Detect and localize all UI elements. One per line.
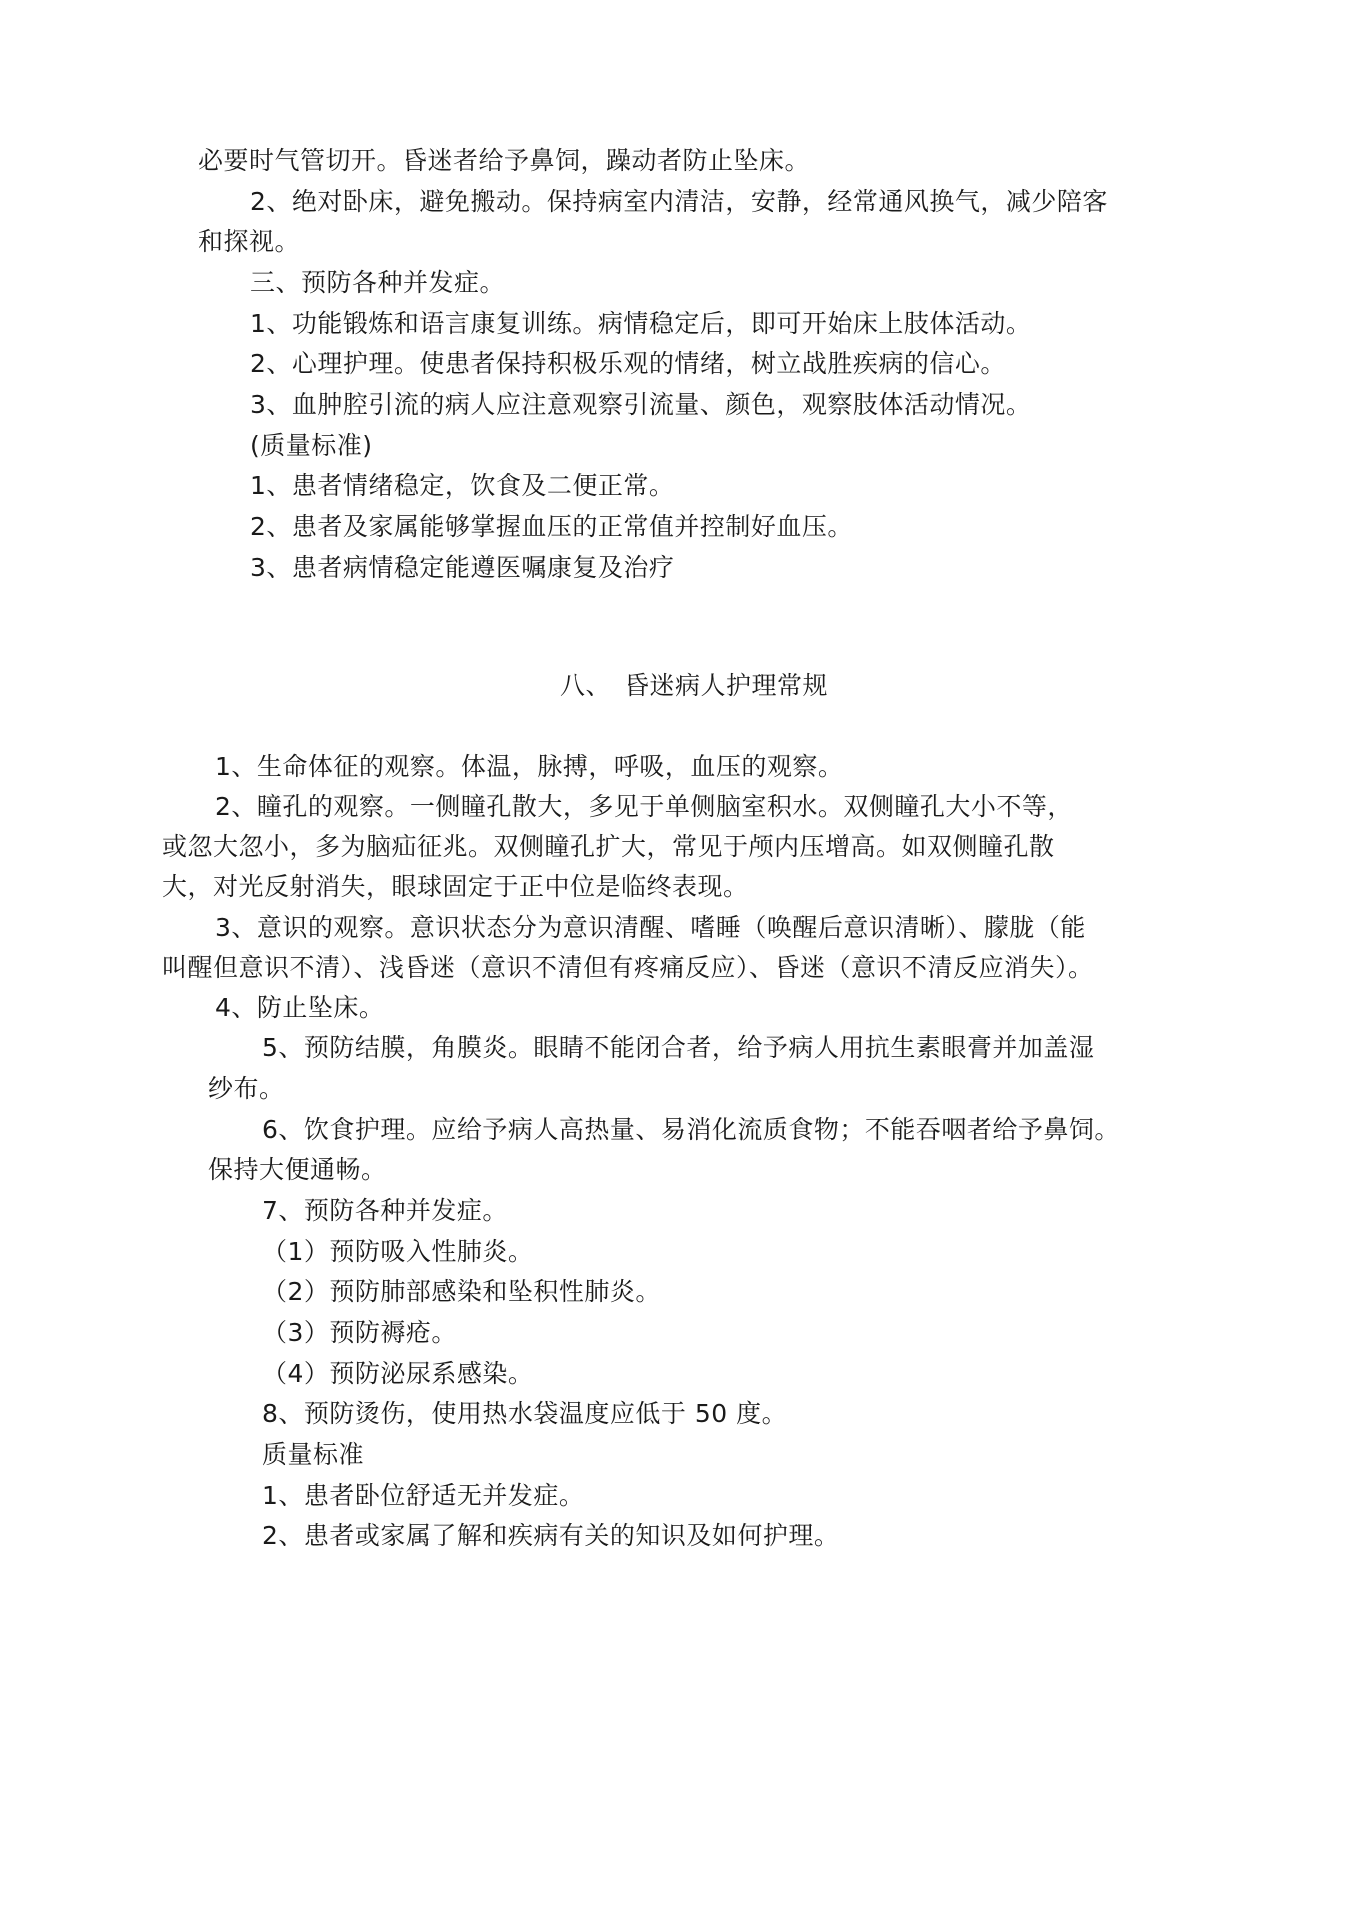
list-item: （3）预防褥疮。 [262, 1318, 457, 1347]
list-item: 3、患者病情稳定能遵医嘱康复及治疗 [250, 553, 675, 582]
list-item: （2）预防肺部感染和坠积性肺炎。 [262, 1277, 661, 1306]
list-item: 2、心理护理。使患者保持积极乐观的情绪，树立战胜疾病的信心。 [250, 349, 1006, 378]
list-item: 3、意识的观察。意识状态分为意识清醒、嗜睡（唤醒后意识清晰）、朦胧（能 [215, 913, 1086, 942]
quality-standard-heading: (质量标准) [250, 431, 373, 460]
list-item: 5、预防结膜，角膜炎。眼睛不能闭合者，给予病人用抗生素眼膏并加盖湿 [262, 1033, 1095, 1062]
list-item: 2、患者及家属能够掌握血压的正常值并控制好血压。 [250, 512, 853, 541]
list-item: （4）预防泌尿系感染。 [262, 1359, 534, 1388]
quality-standard-heading: 质量标准 [262, 1440, 365, 1469]
list-item: 3、血肿腔引流的病人应注意观察引流量、颜色，观察肢体活动情况。 [250, 390, 1032, 419]
paragraph-line: 必要时气管切开。昏迷者给予鼻饲，躁动者防止坠床。 [198, 146, 811, 175]
list-item: 2、瞳孔的观察。一侧瞳孔散大，多见于单侧脑室积水。双侧瞳孔大小不等， [215, 792, 1073, 821]
list-item: 1、患者卧位舒适无并发症。 [262, 1481, 585, 1510]
list-item: 2、患者或家属了解和疾病有关的知识及如何护理。 [262, 1521, 840, 1550]
list-item: 6、饮食护理。应给予病人高热量、易消化流质食物；不能吞咽者给予鼻饲。 [262, 1115, 1120, 1144]
section-title: 八、 昏迷病人护理常规 [560, 671, 829, 700]
paragraph-line: 纱布。 [208, 1074, 285, 1103]
paragraph-line: 和探视。 [198, 227, 301, 256]
paragraph-line: 2、绝对卧床，避免搬动。保持病室内清洁，安静，经常通风换气，减少陪客 [250, 187, 1108, 216]
list-item: 1、患者情绪稳定，饮食及二便正常。 [250, 471, 675, 500]
paragraph-line: 大，对光反射消失，眼球固定于正中位是临终表现。 [162, 872, 749, 901]
paragraph-line: 或忽大忽小，多为脑疝征兆。双侧瞳孔扩大，常见于颅内压增高。如双侧瞳孔散 [162, 832, 1055, 861]
paragraph-line: 叫醒但意识不清）、浅昏迷（意识不清但有疼痛反应）、昏迷（意识不清反应消失）。 [162, 953, 1094, 982]
list-item: 7、预防各种并发症。 [262, 1196, 508, 1225]
list-item: 4、防止坠床。 [215, 993, 385, 1022]
section-subheading: 三、预防各种并发症。 [250, 268, 506, 297]
list-item: 1、功能锻炼和语言康复训练。病情稳定后，即可开始床上肢体活动。 [250, 309, 1032, 338]
list-item: 8、预防烫伤，使用热水袋温度应低于 50 度。 [262, 1399, 788, 1428]
list-item: 1、生命体征的观察。体温，脉搏，呼吸，血压的观察。 [215, 752, 844, 781]
paragraph-line: 保持大便通畅。 [208, 1155, 387, 1184]
list-item: （1）预防吸入性肺炎。 [262, 1237, 534, 1266]
